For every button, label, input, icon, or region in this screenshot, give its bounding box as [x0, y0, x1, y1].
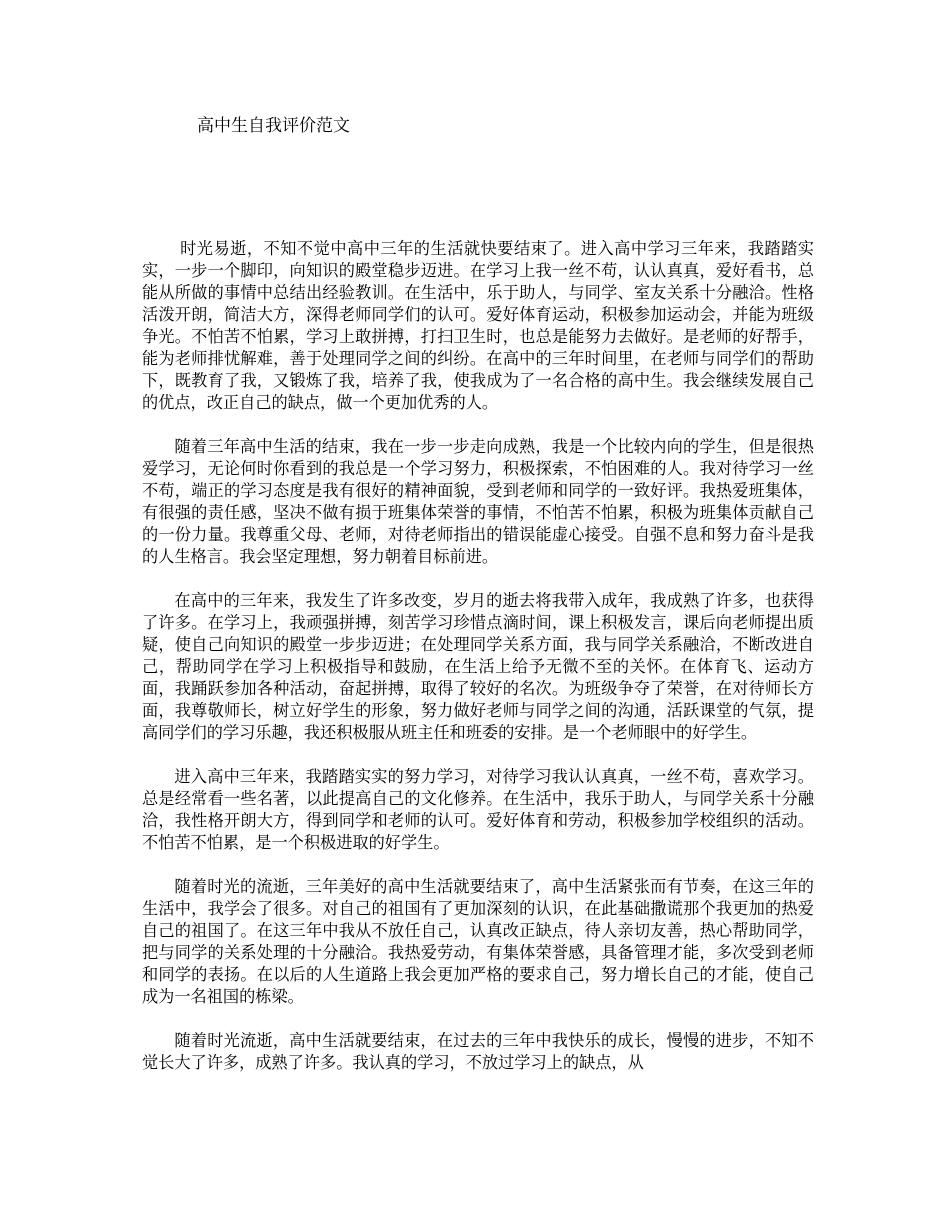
paragraph-1: 时光易逝，不知不觉中高中三年的生活就快要结束了。进入高中学习三年来，我踏踏实实，一步一个脚印，向知识的殿堂稳步迈进。在学习上我一丝不苟，认认真真，爱好看书，总能从所做的事情中总结出经验教训。在生活中，乐于助人，与同学、室友关系十分融洽。性格活泼开朗，简洁大方，深得老师同学们的认可。爱好体育运动，积极参加运动会，并能为班级争光。不怕苦不怕累，学习上敢拼搏，打扫卫生时，也总是能努力去做好。是老师的好帮手，能为老师排忧解难，善于处理同学之间的纠纷。在高中的三年时间里，在老师与同学们的帮助下，既教育了我，又锻炼了我，培养了我，使我成为了一名合格的高中生。我会继续发展自己的优点，改正自己的缺点，做一个更加优秀的人。	[142, 239, 814, 412]
paragraph-6: 随着时光流逝，高中生活就要结束，在过去的三年中我快乐的成长，慢慢的进步，不知不觉长大了许多，成熟了许多。我认真的学习，不放过学习上的缺点，从	[142, 1031, 814, 1072]
paragraph-4: 进入高中三年来，我踏踏实实的努力学习，对待学习我认认真真，一丝不苟，喜欢学习。总是经常看一些名著，以此提高自己的文化修养。在生活中，我乐于助人，与同学关系十分融洽，我性格开朗大方，得到同学和老师的认可。爱好体育和劳动，积极参加学校组织的活动。不怕苦不怕累，是一个积极进取的好学生。	[142, 767, 814, 852]
paragraph-3: 在高中的三年来，我发生了许多改变，岁月的逝去将我带入成年，我成熟了许多，也获得了许多。在学习上，我顽强拼搏，刻苦学习珍惜点滴时间，课上积极发言，课后向老师提出质疑，使自己向知识的殿堂一步步迈进；在处理同学关系方面，我与同学关系融洽，不断改进自己，帮助同学在学习上积极指导和鼓励，在生活上给予无微不至的关怀。在体育飞、运动方面，我踊跃参加各种活动，奋起拼搏，取得了较好的名次。为班级争夺了荣誉，在对待师长方面，我尊敬师长，树立好学生的形象，努力做好老师与同学之间的沟通，活跃课堂的气氛，提高同学们的学习乐趣，我还积极服从班主任和班委的安排。是一个老师眼中的好学生。	[142, 591, 814, 742]
paragraph-5: 随着时光的流逝，三年美好的高中生活就要结束了，高中生活紧张而有节奏，在这三年的生活中，我学会了很多。对自己的祖国有了更加深刻的认识，在此基础撒谎那个我更加的热爱自己的祖国了。在这三年中我从不放任自己，认真改正缺点，待人亲切友善，热心帮助同学，把与同学的关系处理的十分融洽。我热爱劳动，有集体荣誉感，具备管理才能，多次受到老师和同学的表扬。在以后的人生道路上我会更加严格的要求自己，努力增长自己的才能，使自己成为一名祖国的栋梁。	[142, 877, 814, 1006]
document-title: 高中生自我评价范文	[197, 116, 350, 136]
document-body	[142, 238, 814, 1096]
paragraph-2: 随着三年高中生活的结束，我在一步一步走向成熟，我是一个比较内向的学生，但是很热爱学习，无论何时你看到的我总是一个学习努力，积极探索，不怕困难的人。我对待学习一丝不苟，端正的学习态度是我有很好的精神面貌，受到老师和同学的一致好评。我热爱班集体，有很强的责任感，坚决不做有损于班集体荣誉的事情，不怕苦不怕累，积极为班集体贡献自己的一份力量。我尊重父母、老师，对待老师指出的错误能虚心接受。自强不息和努力奋斗是我的人生格言。我会坚定理想，努力朝着目标前进。	[142, 437, 814, 566]
